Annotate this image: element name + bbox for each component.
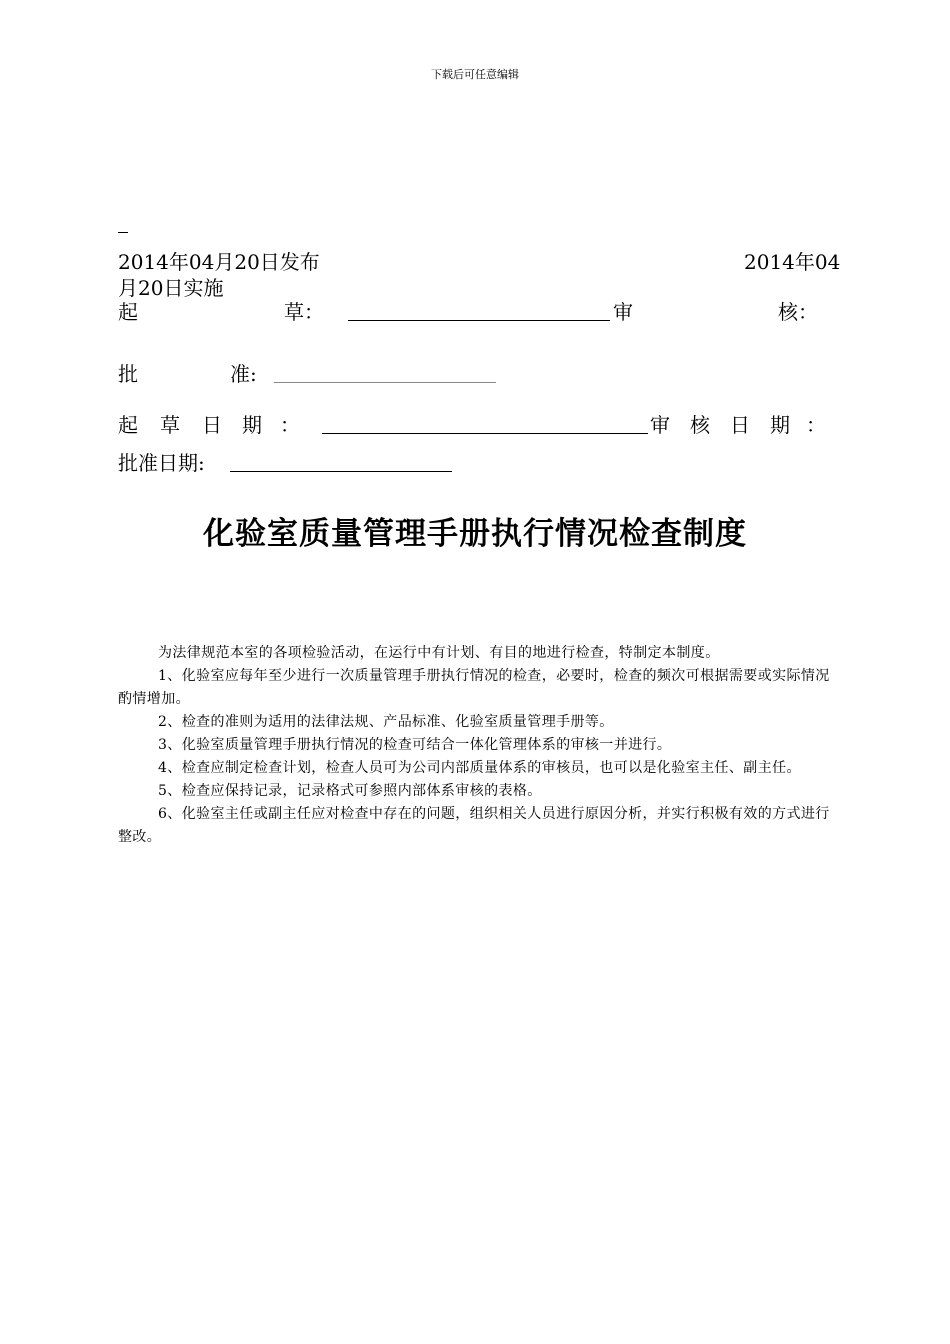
approver-label-char2: 准:: [230, 362, 257, 386]
draft-date-char-5: ：: [280, 413, 300, 437]
paragraph-5: 5、检查应保持记录，记录格式可参照内部体系审核的表格。: [158, 783, 542, 799]
effective-date-part2: 月20日实施: [118, 276, 224, 300]
document-body: [118, 642, 833, 849]
paragraph-3: 3、化验室质量管理手册执行情况的检查可结合一体化管理体系的审核一并进行。: [158, 737, 672, 753]
draft-date-char-4: 期: [242, 413, 262, 437]
review-date-char-5: ：: [806, 413, 826, 437]
reviewer-label-char2: 核：: [778, 300, 818, 324]
release-date: 2014年04月20日发布: [118, 250, 320, 274]
paragraph-4: 4、检查应制定检查计划，检查人员可为公司内部质量体系的审核员，也可以是化验室主任、副主任。: [158, 760, 801, 776]
review-date-char-1: 审: [650, 413, 670, 437]
reviewer-label-char1: 审: [613, 300, 633, 324]
draft-date-char-1: 起: [118, 413, 138, 437]
review-date-char-3: 日: [730, 413, 750, 437]
drafter-label-char2: 草：: [284, 300, 324, 324]
paragraph-intro: 为法律规范本室的各项检验活动，在运行中有计划、有目的地进行检查，特制定本制度。: [158, 645, 720, 661]
draft-date-char-2: 草: [160, 413, 180, 437]
paragraph-2: 2、检查的准则为适用的法律法规、产品标准、化验室质量管理手册等。: [158, 714, 614, 730]
drafter-signature-line: [348, 320, 610, 321]
approver-signature-line: [274, 382, 496, 383]
effective-date-part1: 2014年04: [744, 250, 841, 274]
header-note: 下载后可任意编辑: [431, 68, 519, 81]
review-date-char-4: 期: [770, 413, 790, 437]
draft-date-line: [322, 433, 648, 434]
review-date-char-2: 核: [690, 413, 710, 437]
paragraph-6: 6、化验室主任或副主任应对检查中存在的问题，组织相关人员进行原因分析，并实行积极有效的方式进行整改。: [118, 806, 830, 845]
approve-date-label: 批准日期:: [118, 451, 205, 475]
approve-date-line: [230, 471, 452, 472]
approver-label-char1: 批: [118, 362, 138, 386]
draft-date-char-3: 日: [202, 413, 222, 437]
paragraph-1: 1、化验室应每年至少进行一次质量管理手册执行情况的检查，必要时，检查的频次可根据需要或实际情况酌情增加。: [118, 668, 830, 707]
document-title: 化验室质量管理手册执行情况检查制度: [203, 516, 747, 552]
separator-dash: [118, 232, 128, 233]
drafter-label-char1: 起: [118, 300, 138, 324]
